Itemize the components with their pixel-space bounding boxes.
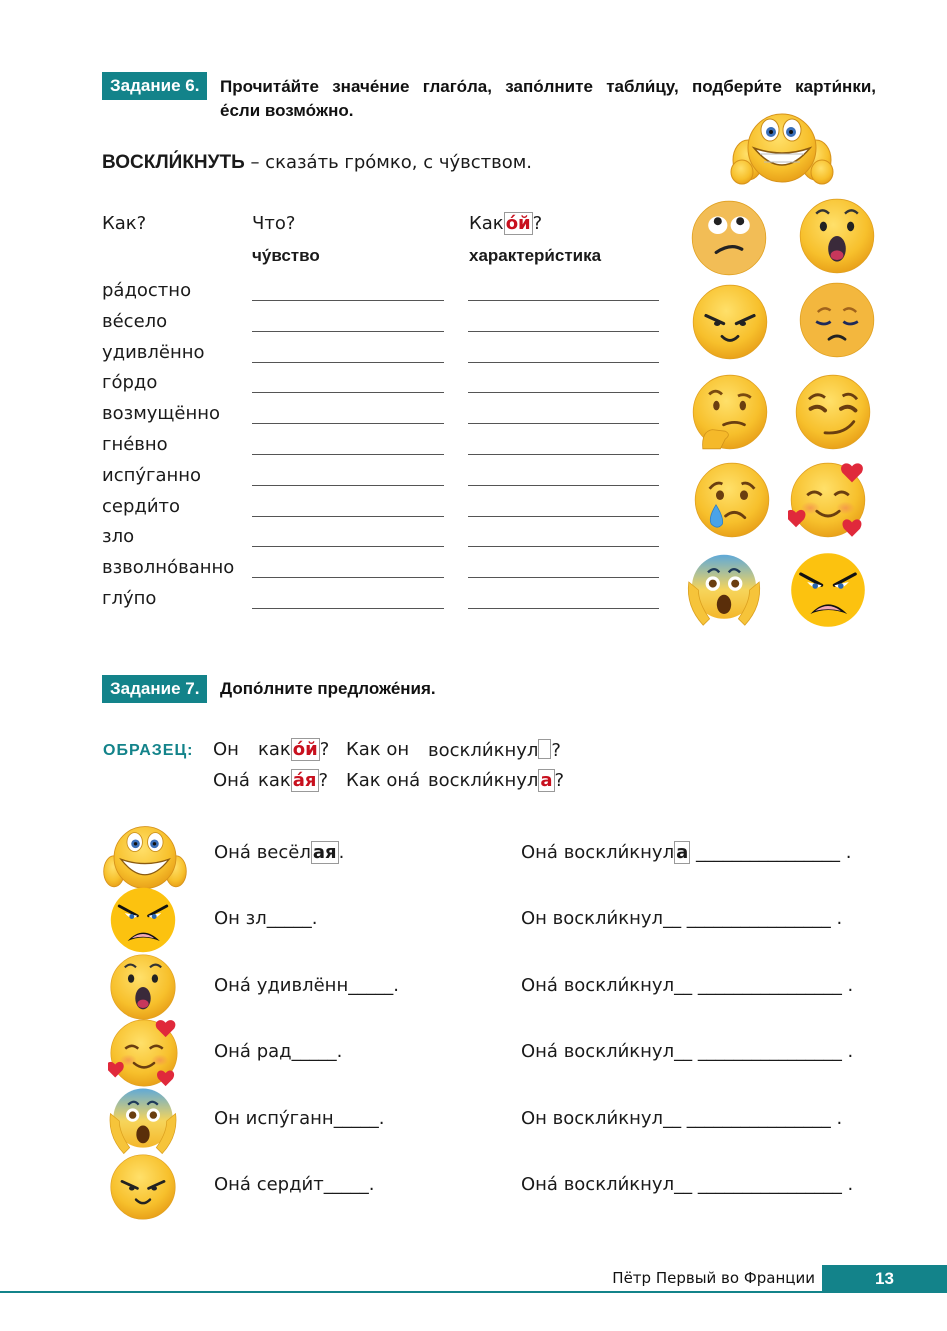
sample-f-q-suffix: ?: [318, 770, 329, 791]
adverb-label: зло: [102, 526, 135, 548]
pensive-emoji: [797, 280, 877, 364]
grin-thumbs-up-emoji: [730, 110, 834, 188]
eye-roll-emoji: [689, 198, 769, 282]
feeling-answer-line[interactable]: [252, 485, 444, 486]
characteristic-answer-line[interactable]: [468, 392, 659, 393]
left-period: .: [338, 842, 345, 863]
exercise-left-sentence: [214, 1174, 374, 1196]
sample-f-question: [258, 770, 328, 792]
footer-page-number: 13: [822, 1265, 947, 1292]
right-period: .: [839, 842, 852, 863]
sample-f-verb: [428, 770, 564, 792]
definition: [102, 152, 532, 174]
feeling-answer-line[interactable]: [252, 608, 444, 609]
left-period: .: [336, 1041, 343, 1062]
sample-m-verb-prefix: Как он: [346, 739, 410, 760]
smiling-hearts-emoji: [788, 460, 868, 544]
adverb-label: ве́село: [102, 310, 168, 332]
feeling-answer-line[interactable]: [252, 300, 444, 301]
right-period: .: [830, 1108, 843, 1129]
sample-f-pronoun: Она́: [213, 770, 250, 791]
feeling-answer-line[interactable]: [252, 423, 444, 424]
left-blank[interactable]: _____: [348, 975, 394, 996]
sample-m-q-prefix: как: [258, 739, 291, 760]
right-stem: Она́ воскли́кнул: [521, 1041, 675, 1062]
sample-f-verb-suffix: ?: [554, 770, 565, 791]
sample-f-q-ending: а́я: [292, 770, 317, 791]
exercise-right-sentence: [521, 908, 842, 930]
characteristic-answer-line[interactable]: [468, 362, 659, 363]
sample-m-verb-suffix: ?: [551, 740, 561, 761]
left-stem: Она́ весёл: [214, 842, 311, 863]
thinking-emoji: [690, 372, 770, 456]
left-period: .: [311, 908, 318, 929]
exercise-left-sentence: [214, 1041, 342, 1063]
sample-m-q-ending: о́й: [292, 739, 318, 760]
feeling-answer-line[interactable]: [252, 546, 444, 547]
column-header-which: [469, 213, 542, 235]
sample-m-verb-stem: воскли́кнул: [428, 740, 539, 761]
left-blank[interactable]: _____: [291, 1041, 337, 1062]
exercise-right-sentence: [521, 1174, 853, 1196]
task-6-badge: Задание 6.: [102, 72, 207, 100]
column-subheader-feeling: чу́вство: [252, 246, 320, 265]
right-stem: Она́ воскли́кнул: [521, 842, 675, 863]
characteristic-answer-line[interactable]: [468, 423, 659, 424]
sample-m-pronoun: Он: [213, 739, 239, 760]
left-blank[interactable]: _____: [323, 1174, 369, 1195]
task-7-instruction: Допо́лните предложе́ния.: [220, 679, 436, 698]
sample-f-verb-prefix: Как она́: [346, 770, 421, 791]
left-period: .: [393, 975, 399, 996]
feeling-answer-line[interactable]: [252, 362, 444, 363]
exercise-left-sentence: [214, 975, 399, 997]
adverb-label: возмущённо: [102, 403, 221, 425]
left-stem: Она́ удивлённ: [214, 975, 349, 996]
which-ending: о́й: [505, 213, 531, 234]
crying-emoji: [692, 460, 772, 544]
characteristic-answer-line[interactable]: [468, 546, 659, 547]
characteristic-answer-line[interactable]: [468, 485, 659, 486]
exercise-right-sentence: [521, 1108, 842, 1130]
left-filled-ending: ая: [312, 842, 337, 863]
left-period: .: [368, 1174, 375, 1195]
characteristic-answer-line[interactable]: [468, 454, 659, 455]
right-stem: Он воскли́кнул: [521, 1108, 664, 1129]
exercise-right-sentence: [521, 975, 853, 997]
exercise-left-sentence: [214, 1108, 384, 1130]
exercise-left-sentence: [214, 842, 344, 864]
column-subheader-characteristic: характери́стика: [469, 246, 602, 265]
characteristic-answer-line[interactable]: [468, 516, 659, 517]
characteristic-answer-line[interactable]: [468, 577, 659, 578]
smirk-emoji: [793, 372, 873, 456]
left-stem: Он испу́ганн: [214, 1108, 334, 1129]
feeling-answer-line[interactable]: [252, 454, 444, 455]
adverb-label: удивлённо: [102, 341, 205, 363]
feeling-answer-line[interactable]: [252, 577, 444, 578]
sample-f-verb-stem: воскли́кнул: [428, 770, 539, 791]
adverb-label: глу́по: [102, 588, 157, 609]
right-stem: Она́ воскли́кнул: [521, 1174, 675, 1195]
right-blank[interactable]: __ ________________: [674, 975, 842, 996]
right-blank[interactable]: __ ________________: [674, 1174, 842, 1195]
right-period: .: [830, 908, 843, 929]
left-blank[interactable]: _____: [333, 1108, 379, 1129]
sample-label: ОБРАЗЕЦ:: [103, 742, 194, 759]
surprised-emoji: [797, 196, 877, 280]
definition-text: – сказа́ть гро́мко, с чу́вством.: [244, 152, 533, 173]
characteristic-answer-line[interactable]: [468, 608, 659, 609]
feeling-answer-line[interactable]: [252, 392, 444, 393]
footer-book-title: Пётр Первый во Франции: [612, 1269, 815, 1287]
column-header-how: Как?: [102, 213, 147, 234]
left-stem: Она́ рад: [214, 1041, 292, 1062]
right-period: .: [841, 1041, 854, 1062]
right-blank[interactable]: __ ________________: [663, 1108, 831, 1129]
angry-emoji: [108, 885, 178, 959]
right-blank[interactable]: __ ________________: [674, 1041, 842, 1062]
sample-f-q-prefix: как: [258, 770, 291, 791]
exercise-left-sentence: [214, 908, 317, 930]
task-6-instruction-line-2: е́сли возмо́жно.: [220, 101, 354, 120]
sample-m-q-suffix: ?: [319, 739, 330, 760]
right-blank[interactable]: __ ________________: [663, 908, 831, 929]
adverb-label: ра́достно: [102, 280, 192, 301]
adverb-label: серди́то: [102, 495, 181, 517]
angry-emoji: [788, 550, 868, 634]
smiling-hearts-emoji: [108, 1017, 180, 1093]
adverb-label: испу́ганно: [102, 464, 202, 486]
left-stem: Она́ серди́т: [214, 1174, 324, 1195]
which-prefix: Как: [469, 213, 504, 234]
left-stem: Он зл: [214, 908, 267, 929]
right-period: .: [841, 1174, 854, 1195]
adverb-label: го́рдо: [102, 372, 158, 394]
right-filled-ending: а: [676, 842, 689, 863]
characteristic-answer-line[interactable]: [468, 331, 659, 332]
right-stem: Она́ воскли́кнул: [521, 975, 675, 996]
right-blank[interactable]: ________________: [690, 842, 840, 863]
sample-f-verb-ending: а: [540, 770, 553, 791]
definition-word: ВОСКЛИ́КНУТЬ: [102, 152, 245, 173]
exercise-right-sentence: [521, 842, 851, 864]
right-period: .: [841, 975, 854, 996]
column-header-what: Что?: [252, 213, 296, 234]
characteristic-answer-line[interactable]: [468, 300, 659, 301]
exercise-right-sentence: [521, 1041, 853, 1063]
feeling-answer-line[interactable]: [252, 331, 444, 332]
scream-emoji: [106, 1084, 180, 1162]
smirk-angry-emoji: [108, 1152, 178, 1226]
feeling-answer-line[interactable]: [252, 516, 444, 517]
task-7-badge: Задание 7.: [102, 675, 207, 703]
surprised-emoji: [108, 952, 178, 1026]
scream-emoji: [684, 550, 764, 634]
footer-rule: [0, 1291, 947, 1293]
left-period: .: [378, 1108, 385, 1129]
right-stem: Он воскли́кнул: [521, 908, 664, 929]
which-suffix: ?: [532, 213, 543, 234]
adverb-label: взволно́ванно: [102, 557, 235, 579]
smirk-angry-emoji: [690, 282, 770, 366]
task-6-instruction-line-1: Прочита́йте значе́ние глаго́ла, запо́лните табли́цу, подбери́те карти́нки,: [220, 77, 876, 96]
adverb-label: гне́вно: [102, 434, 168, 455]
sample-m-question: [258, 739, 329, 761]
left-blank[interactable]: _____: [266, 908, 312, 929]
sample-m-verb: [428, 739, 561, 762]
empty-ending-box: [538, 739, 551, 759]
